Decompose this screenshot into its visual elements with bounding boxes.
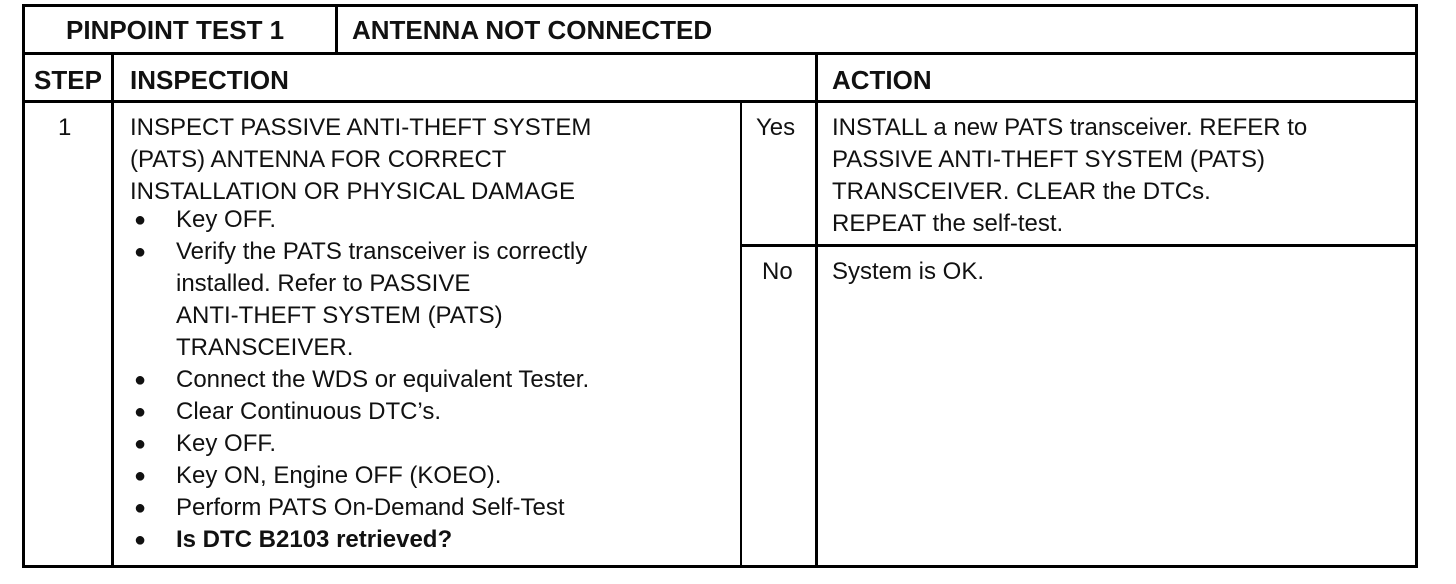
list-item bbox=[130, 492, 589, 524]
bullet-icon: ● bbox=[134, 369, 147, 391]
list-item bbox=[130, 460, 589, 492]
inspection-step-text: Perform PATS On-Demand Self-Test bbox=[176, 494, 565, 521]
yes-no-divider bbox=[740, 244, 1418, 247]
no-label: No bbox=[762, 258, 793, 285]
list-item bbox=[130, 204, 589, 236]
step-number: 1 bbox=[58, 114, 72, 141]
inspection-step-text: Connect the WDS or equivalent Tester. bbox=[176, 366, 590, 393]
inspection-heading: INSPECT PASSIVE ANTI-THEFT SYSTEM (PATS) ANTENNA FOR CORRECT INSTALLATION OR PHYSICAL DAMAGE bbox=[130, 114, 592, 205]
inspection-steps bbox=[130, 204, 589, 556]
list-item bbox=[130, 524, 589, 556]
bullet-icon: ● bbox=[134, 529, 147, 551]
bullet-icon: ● bbox=[134, 465, 147, 487]
inspection-step-text: Key ON, Engine OFF (KOEO). bbox=[176, 462, 502, 489]
pinpoint-test-title: ANTENNA NOT CONNECTED bbox=[352, 15, 713, 45]
result-column-divider bbox=[740, 101, 742, 568]
bullet-icon: ● bbox=[134, 209, 147, 231]
step-column-divider bbox=[111, 53, 114, 568]
inspection-column-header: INSPECTION bbox=[130, 65, 289, 95]
list-item bbox=[130, 428, 589, 460]
bullet-icon: ● bbox=[134, 497, 147, 519]
column-header-divider bbox=[22, 100, 1418, 103]
bullet-icon: ● bbox=[134, 401, 147, 423]
inspection-question: Is DTC B2103 retrieved? bbox=[176, 526, 453, 553]
pinpoint-test-label: PINPOINT TEST 1 bbox=[66, 15, 285, 45]
step-column-header: STEP bbox=[34, 65, 102, 95]
yes-label: Yes bbox=[756, 114, 796, 141]
list-item bbox=[130, 396, 589, 428]
inspection-step-text: Key OFF. bbox=[176, 206, 277, 233]
yes-action-text: INSTALL a new PATS transceiver. REFER to PASSIVE ANTI-THEFT SYSTEM (PATS) TRANSCEIVER. CLEAR the DTCs. REPEAT the self-test. bbox=[832, 114, 1308, 237]
list-item bbox=[130, 364, 589, 396]
inspection-step-text: Verify the PATS transceiver is correctly installed. Refer to PASSIVE ANTI-THEFT SYSTEM (PATS) TRANSCEIVER. bbox=[176, 238, 588, 361]
inspection-step-text: Clear Continuous DTC’s. bbox=[176, 398, 441, 425]
action-column-header: ACTION bbox=[832, 65, 932, 95]
header-divider bbox=[22, 52, 1418, 55]
inspection-step-text: Key OFF. bbox=[176, 430, 277, 457]
header-title-divider bbox=[335, 4, 338, 54]
bullet-icon: ● bbox=[134, 241, 147, 263]
action-column-divider bbox=[815, 53, 818, 568]
no-action-text: System is OK. bbox=[832, 258, 985, 285]
bullet-icon: ● bbox=[134, 433, 147, 455]
list-item bbox=[130, 236, 589, 364]
